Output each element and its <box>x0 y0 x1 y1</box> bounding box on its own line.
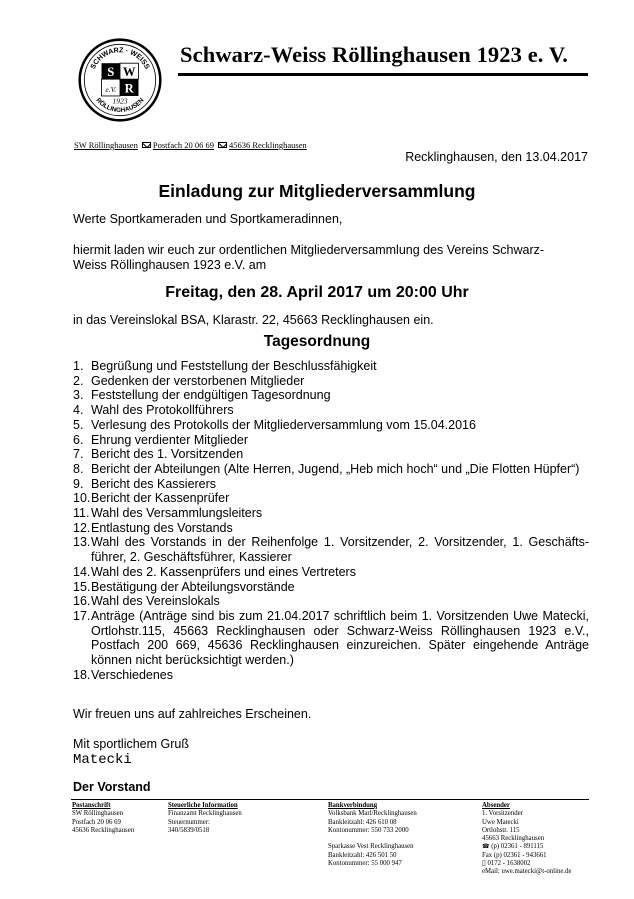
agenda-item <box>73 477 589 492</box>
agenda-item-text: Wahl des 2. Kassenprüfers und eines Vertreters <box>91 564 356 579</box>
agenda-item-number: 3. <box>73 388 84 403</box>
footer-mobile: 0172 - 1638002 <box>487 860 531 868</box>
agenda-item <box>73 580 589 595</box>
logo-bottom-text: RÖLLINGHAUSEN <box>94 96 146 115</box>
agenda-item-number: 5. <box>73 417 84 432</box>
agenda-list <box>73 359 589 682</box>
footer-line: 45663 Recklinghausen <box>482 835 545 843</box>
agenda-item-text: Gedenken der verstorbenen Mitglieder <box>91 373 305 388</box>
agenda-item-number: 16. <box>73 594 91 609</box>
agenda-item-text: Wahl des Vorstands in der Reihenfolge 1. Vorsitzender, 2. Vorsitzender, 1. Geschäfts-führer, 2. Geschäftsführer, Kassierer <box>91 535 589 565</box>
agenda-item <box>73 433 589 448</box>
letter-heading: Einladung zur Mitgliederversammlung <box>158 181 476 201</box>
agenda-item <box>73 506 589 521</box>
agenda-item-number: 18. <box>73 667 91 682</box>
mobile-icon: ▯ <box>482 860 486 868</box>
footer-line: Bankleitzahl: 426 501 50 <box>328 851 397 859</box>
envelope-icon <box>142 142 151 148</box>
agenda-item-text: Anträge (Anträge sind bis zum 21.04.2017 schriftlich beim 1. Vorsitzenden Uwe Matecki, Ortlohstr.115, 45663 Recklinghausen oder Schwarz-Weiss Röllinghausen 1923 e.V., Postfach 200 669, 45636 Recklinghausen einzureichen. Später eingehende Anträge können nicht berücksichtigt werden.) <box>91 608 589 668</box>
agenda-item-text: Entlastung des Vorstands <box>91 520 233 535</box>
logo-letter-s: S <box>107 64 115 79</box>
logo-letter-r: R <box>124 81 134 96</box>
club-title: Schwarz-Weiss Röllinghausen 1923 e. V. <box>180 42 569 67</box>
agenda-item <box>73 447 589 462</box>
footer-rule <box>71 799 589 800</box>
footer-postal <box>72 802 134 835</box>
agenda-item <box>73 609 589 668</box>
intro-paragraph: hiermit laden wir euch zur ordentlichen Mitgliederversammlung des Vereins Schwarz-Weiss Röllinghausen 1923 e.V. am <box>73 243 545 272</box>
agenda-item-number: 11. <box>73 506 90 521</box>
footer-mobile-line <box>482 860 572 868</box>
footer-line: Kontonummer: 55 000 947 <box>328 860 402 868</box>
agenda-item-number: 15. <box>73 579 91 594</box>
agenda-item-number: 8. <box>73 461 84 476</box>
agenda-item-number: 13. <box>73 535 91 550</box>
agenda-item <box>73 594 589 609</box>
footer-sender-heading: Absender <box>482 802 510 809</box>
agenda-item <box>73 462 589 477</box>
logo-year: 1923 <box>112 96 128 106</box>
salutation: Werte Sportkameraden und Sportkameradinnen, <box>73 212 343 226</box>
footer-line: Kontonummer: 550 733 2000 <box>328 826 409 834</box>
club-logo <box>78 38 162 122</box>
agenda-item-number: 6. <box>73 432 84 447</box>
sender-name: SW Röllinghausen <box>74 140 138 150</box>
board-signoff: Der Vorstand <box>73 780 151 794</box>
agenda-item <box>73 565 589 580</box>
place-date: Recklinghausen, den 13.04.2017 <box>405 150 588 164</box>
agenda-item <box>73 668 589 683</box>
agenda-item-number: 10. <box>73 491 91 506</box>
agenda-item <box>73 491 589 506</box>
footer-line: Finanzamt Recklinghausen <box>168 810 242 818</box>
agenda-item <box>73 403 589 418</box>
agenda-title: Tagesordnung <box>263 333 371 350</box>
logo-ev: e.V. <box>105 84 117 94</box>
logo-top-text: SCHWARZ · WEISS <box>88 46 152 71</box>
agenda-item-number: 17. <box>73 608 91 623</box>
agenda-item-number: 2. <box>73 373 84 388</box>
footer-line: 340/5839/0518 <box>168 826 210 834</box>
closing-sentence: Wir freuen uns auf zahlreiches Erscheinen. <box>73 707 312 721</box>
agenda-item-number: 12. <box>73 520 91 535</box>
agenda-item-number: 4. <box>73 403 84 418</box>
agenda-item-number: 7. <box>73 447 84 462</box>
envelope-icon <box>218 142 227 148</box>
agenda-item-text: Bestätigung der Abteilungsvorstände <box>91 579 295 594</box>
agenda-item-text: Bericht der Abteilungen (Alte Herren, Jugend, „Heb mich hoch“ und „Die Flotten Hüpfer“) <box>91 461 580 476</box>
footer-line: Uwe Matecki <box>482 818 519 826</box>
sender-postbox: Postfach 20 06 69 <box>152 140 214 150</box>
phone-icon <box>482 843 489 850</box>
footer-line: 45636 Recklinghausen <box>72 826 135 834</box>
sender-line <box>74 140 307 150</box>
agenda-item <box>73 374 589 389</box>
footer-line: Postfach 20 06 69 <box>72 818 121 826</box>
logo-letter-w: W <box>122 64 136 79</box>
agenda-item <box>73 359 589 374</box>
footer-phone-line <box>482 843 572 851</box>
footer-sender <box>482 802 572 877</box>
agenda-item-number: 14. <box>73 564 91 579</box>
footer-phone: (p) 02361 - 891115 <box>491 843 544 851</box>
footer-tax-heading: Steuerliche Information <box>168 802 238 809</box>
agenda-item-text: Bericht des 1. Vorsitzenden <box>91 447 244 462</box>
agenda-item-number: 9. <box>73 476 84 491</box>
agenda-item-text: Wahl des Versammlungsleiters <box>91 506 263 521</box>
footer-line: Steuernummer: <box>168 818 210 826</box>
event-datetime: Freitag, den 28. April 2017 um 20:00 Uhr <box>165 284 469 301</box>
agenda-item-text: Bericht des Kassierers <box>91 476 217 491</box>
sender-city: 45636 Recklinghausen <box>229 140 307 150</box>
venue: in das Vereinslokal BSA, Klarastr. 22, 45663 Recklinghausen ein. <box>73 313 434 327</box>
signature: Matecki <box>73 752 132 768</box>
agenda-item-text: Begrüßung und Feststellung der Beschlussfähigkeit <box>91 359 377 373</box>
footer-line: Ortlohstr. 115 <box>482 826 520 834</box>
footer-line: 1. Vorsitzender <box>482 810 523 818</box>
footer-tax <box>168 802 242 835</box>
agenda-item-text: Wahl des Protokollführers <box>91 403 234 418</box>
footer-line: Volksbank Marl/Recklinghausen <box>328 810 417 818</box>
footer-line: Sparkasse Vest Recklinghausen <box>328 843 414 851</box>
greeting: Mit sportlichem Gruß <box>73 737 189 751</box>
footer-bank <box>328 802 417 868</box>
agenda-item-text: Verlesung des Protokolls der Mitgliederversammlung vom 15.04.2016 <box>91 417 476 432</box>
agenda-item-text: Ehrung verdienter Mitglieder <box>91 432 249 447</box>
agenda-item <box>73 418 589 433</box>
footer-email: eMail: uwe.matecki@t-online.de <box>482 868 572 876</box>
agenda-item-number: 1. <box>73 359 84 373</box>
footer-line: SW Röllinghausen <box>72 810 124 818</box>
agenda-item <box>73 521 589 536</box>
header-rule <box>178 73 588 76</box>
agenda-item <box>73 535 589 564</box>
footer-fax: Fax (p) 02361 - 943661 <box>482 851 547 859</box>
footer-line: Bankleitzahl: 426 610 08 <box>328 818 397 826</box>
agenda-item-text: Verschiedenes <box>91 667 174 682</box>
footer-postal-heading: Postanschrift <box>72 802 111 809</box>
agenda-item-text: Wahl des Vereinslokals <box>91 594 220 609</box>
agenda-item <box>73 388 589 403</box>
footer-bank-heading: Bankverbindung <box>328 802 378 809</box>
agenda-item-text: Feststellung der endgültigen Tagesordnung <box>91 388 331 403</box>
agenda-item-text: Bericht der Kassenprüfer <box>91 491 230 506</box>
